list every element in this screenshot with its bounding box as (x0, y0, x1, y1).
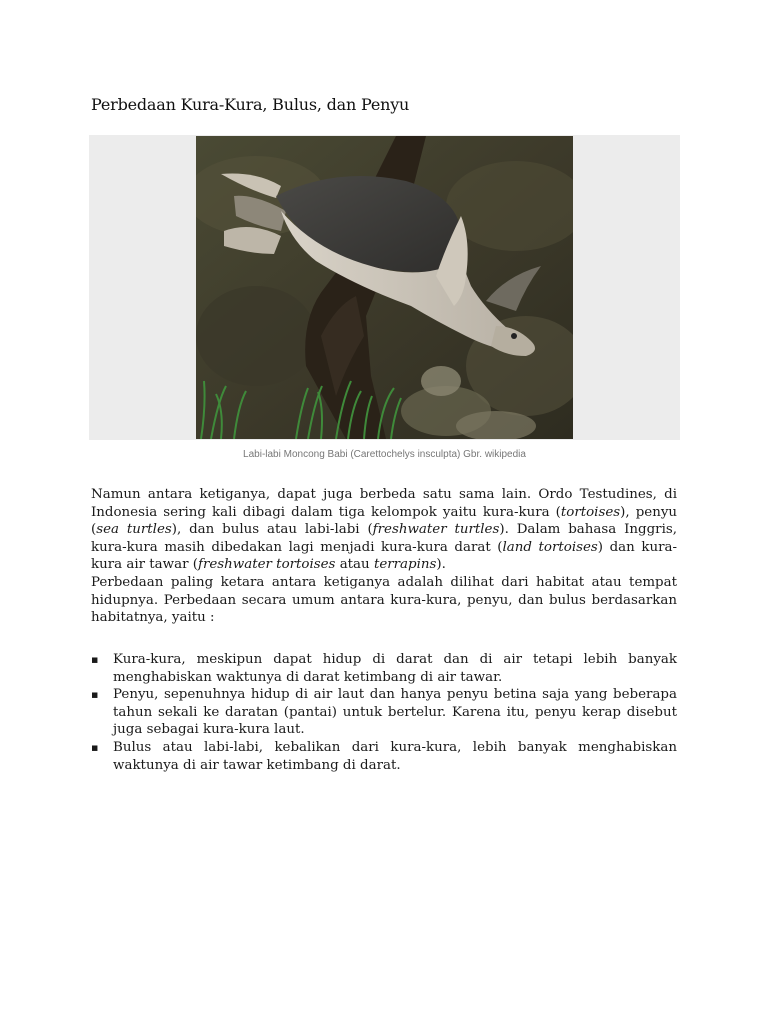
figure-frame (89, 135, 680, 440)
page-title: Perbedaan Kura-Kura, Bulus, dan Penyu (91, 95, 410, 114)
list-item: ▪ Penyu, sepenuhnya hidup di air laut dan hanya penyu betina saja yang beberapa tahun sekali ke daratan (pantai) untuk bertelur. Karena itu, penyu kerap disebut juga sebagai kura-kura laut. (91, 687, 677, 738)
bullet-marker: ▪ (91, 653, 99, 666)
bullet-marker: ▪ (91, 688, 99, 702)
habitat-list (91, 651, 677, 774)
paragraph-1: Namun antara ketiganya, dapat juga berbeda satu sama lain. Ordo Testudines, di Indonesia sering kali dibagi dalam tiga kelompok yaitu kura-kura (tortoises), penyu (sea turtles), dan bulus atau labi-labi (freshwater turtles). Dalam bahasa Inggris, kura-kura masih dibedakan lagi menjadi kura-kura darat (land tortoises) dan kura-kura air tawar (freshwater tortoises atau terrapins). (91, 487, 678, 573)
bullet-marker: ▪ (91, 740, 99, 754)
body-text (91, 486, 677, 627)
paragraph-2: Perbedaan paling ketara antara ketiganya adalah dilihat dari habitat atau tempat hidupnya. Perbedaan secara umum antara kura-kura, penyu, dan bulus berdasarkan habitatnya, yaitu : (91, 574, 677, 626)
figure-caption: Labi-labi Moncong Babi (Carettochelys insculpta) Gbr. wikipedia (243, 449, 526, 460)
list-item: ▪ Kura-kura, meskipun dapat hidup di darat dan di air tetapi lebih banyak menghabiskan waktunya di darat ketimbang di air tawar. (91, 652, 677, 685)
turtle-photo (196, 136, 573, 439)
list-item: ▪ Bulus atau labi-labi, kebalikan dari kura-kura, lebih banyak menghabiskan waktunya di air tawar ketimbang di darat. (91, 739, 677, 773)
